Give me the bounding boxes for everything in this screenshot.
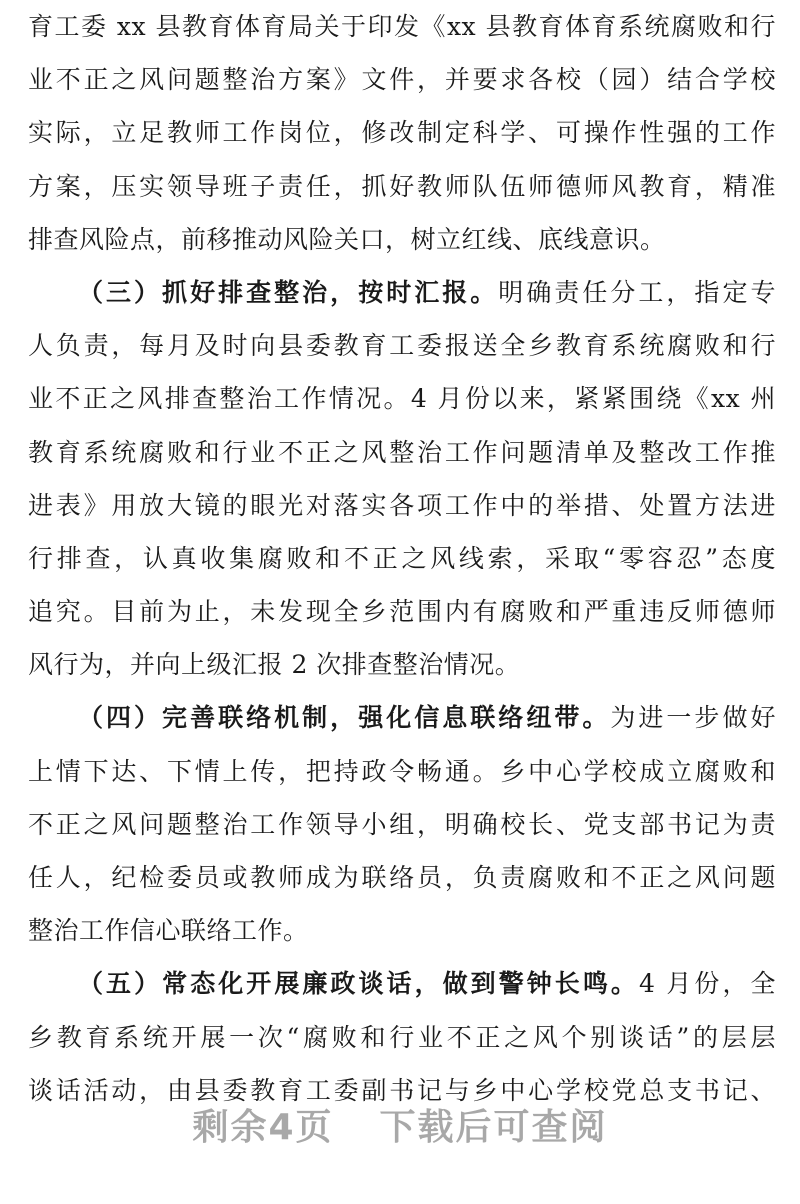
text-line: 进表》用放大镜的眼光对落实各项工作中的举措、处置方法进 [28, 490, 776, 520]
text-line [28, 266, 776, 319]
text-line: 人负责，每月及时向县委教育工委报送全乡教育系统腐败和行 [28, 331, 776, 361]
section-heading: （四）完善联络机制，强化信息联络纽带。 [78, 703, 611, 733]
paragraph-section-5 [28, 957, 776, 1117]
remaining-pages-text: 剩余4页 [192, 1107, 334, 1148]
text-line [28, 957, 776, 1010]
text-line: 整治工作信心联络工作。 [28, 916, 309, 946]
text-line: 育工委 xx 县教育体育局关于印发《xx 县教育体育系统腐败和行 [28, 12, 776, 41]
paragraph-section-4 [28, 691, 776, 957]
download-prompt-banner[interactable] [0, 1098, 800, 1158]
heading-line-rest: 明确责任分工，指定专 [498, 277, 776, 307]
text-line: 排查风险点，前移推动风险关口，树立红线、底线意识。 [28, 224, 666, 254]
text-line: 追究。目前为止，未发现全乡范围内有腐败和严重违反师德师 [28, 597, 776, 627]
download-to-view-text: 下载后可查阅 [379, 1107, 608, 1148]
text-line: 风行为，并向上级汇报 2 次排查整治情况。 [28, 650, 521, 680]
text-line: 任人，纪检委员或教师成为联络员，负责腐败和不正之风问题 [28, 863, 776, 892]
section-heading: （三）抓好排查整治，按时汇报。 [78, 277, 499, 307]
text-line: 上情下达、下情上传，把持政令畅通。乡中心学校成立腐败和 [28, 756, 776, 786]
text-line: 行排查，认真收集腐败和不正之风线索，采取“零容忍”态度 [28, 543, 776, 573]
text-line: 业不正之风排查整治工作情况。4 月份以来，紧紧围绕《xx 州 [28, 384, 776, 414]
text-line: 乡教育系统开展一次“腐败和行业不正之风个别谈话”的层层 [28, 1022, 776, 1052]
text-line: 谈话活动，由县委教育工委副书记与乡中心学校党总支书记、 [28, 1075, 776, 1105]
heading-line-rest: 4 月份，全 [638, 969, 776, 999]
text-line: 方案，压实领导班子责任，抓好教师队伍师德师风教育，精准 [28, 171, 776, 201]
text-line: 教育系统腐败和行业不正之风整治工作问题清单及整改工作推 [28, 437, 776, 467]
document-body [28, 0, 776, 1117]
text-line: 不正之风问题整治工作领导小组，明确校长、党支部书记为责 [28, 809, 776, 839]
text-line: 实际，立足教师工作岗位，修改制定科学、可操作性强的工作 [28, 118, 776, 148]
paragraph-continuation [28, 0, 776, 266]
paragraph-section-3 [28, 266, 776, 692]
text-line: 业不正之风问题整治方案》文件，并要求各校（园）结合学校 [28, 65, 776, 95]
text-line [28, 691, 776, 744]
section-heading: （五）常态化开展廉政谈话，做到警钟长鸣。 [78, 969, 639, 999]
heading-line-rest: 为进一步做好 [610, 703, 776, 733]
